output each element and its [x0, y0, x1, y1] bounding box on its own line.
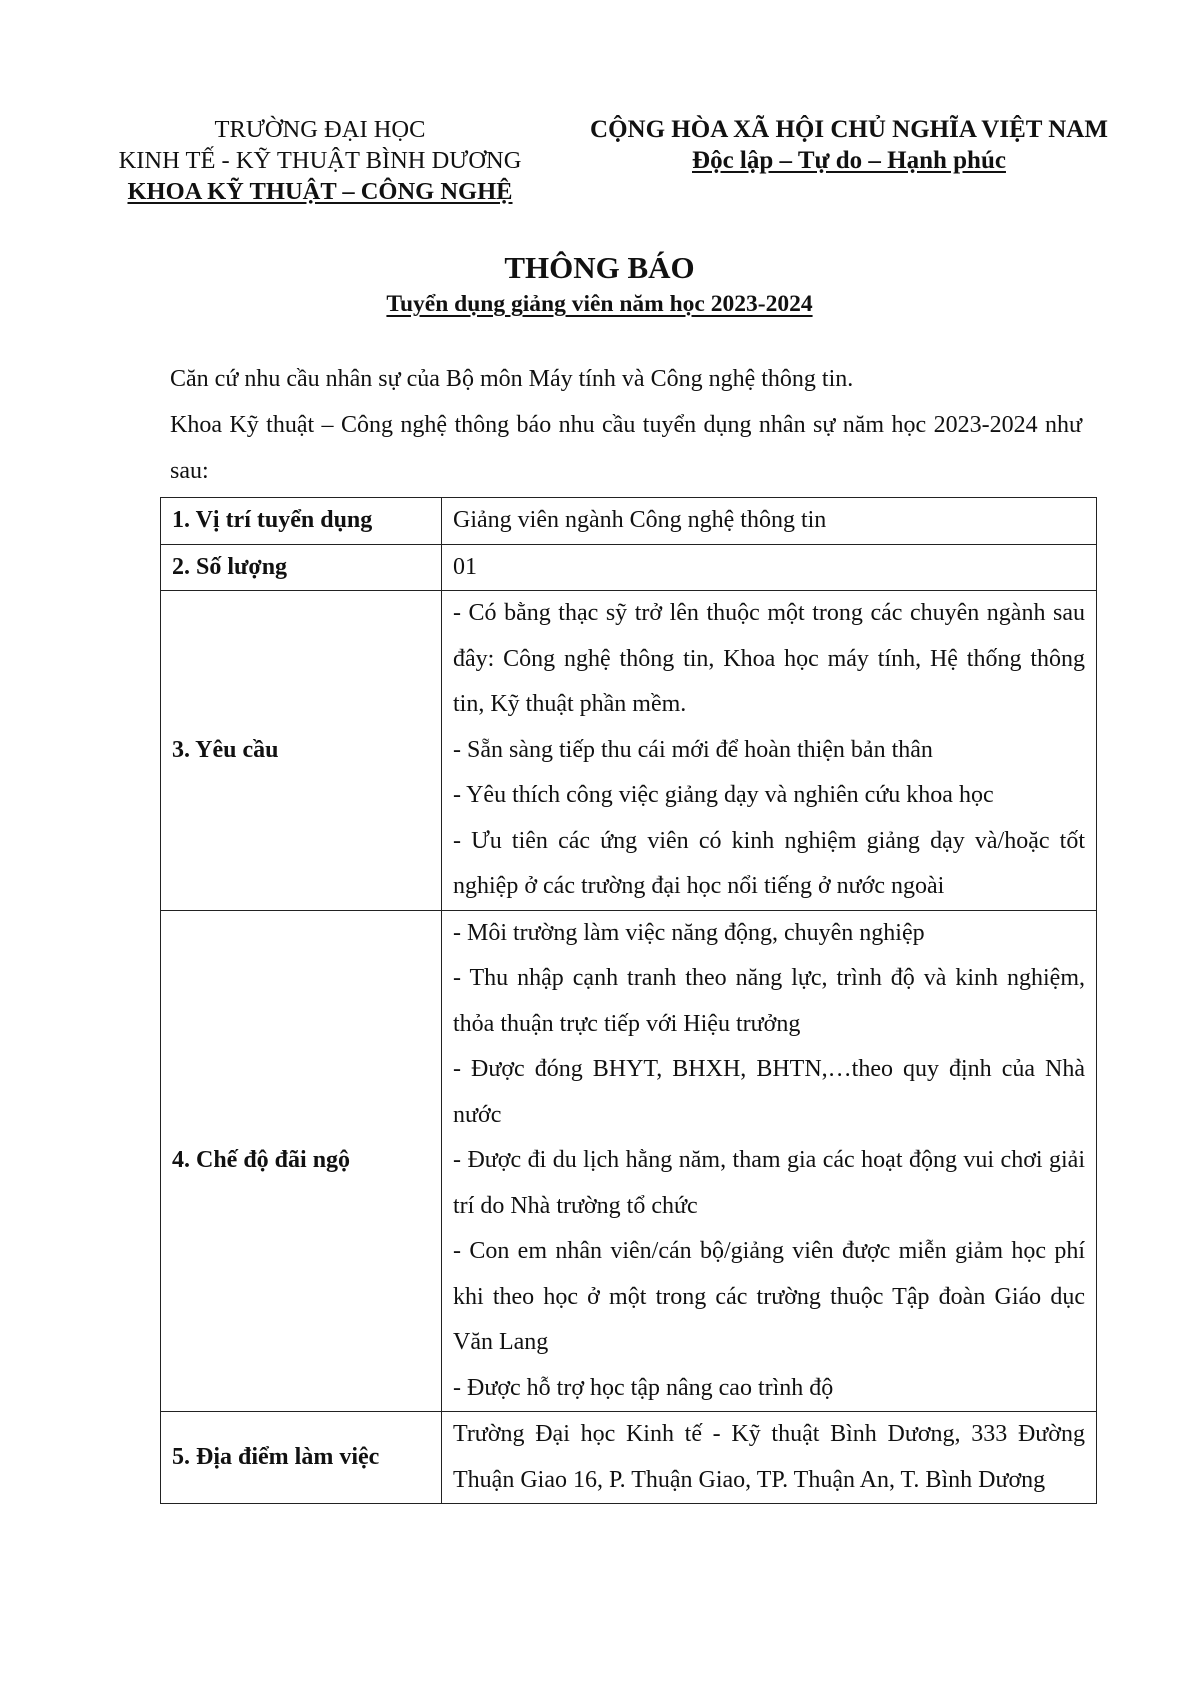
value-line: - Thu nhập cạnh tranh theo năng lực, trình độ và kinh nghiệm, thỏa thuận trực tiếp với Hiệu trưởng [453, 965, 1085, 1037]
value-line: - Con em nhân viên/cán bộ/giảng viên được miễn giảm học phí khi theo học ở một trong các trường thuộc Tập đoàn Giáo dục Văn Lang [453, 1238, 1085, 1355]
row-label: 2. Số lượng [161, 544, 442, 591]
table-row [161, 498, 1097, 545]
national-title: CỘNG HÒA XÃ HỘI CHỦ NGHĨA VIỆT NAM [590, 116, 1108, 143]
value-line: - Môi trường làm việc năng động, chuyên nghiệp [453, 919, 925, 946]
row-label: 3. Yêu cầu [161, 591, 442, 911]
value-line: - Có bằng thạc sỹ trở lên thuộc một trong các chuyên ngành sau đây: Công nghệ thông tin, Khoa học máy tính, Hệ thống thông tin, Kỹ thuật phần mềm. [453, 600, 1085, 717]
table-row [161, 591, 1097, 911]
value-line: - Được hỗ trợ học tập nâng cao trình độ [453, 1374, 834, 1401]
national-heading [568, 114, 1130, 176]
value-line: Trường Đại học Kinh tế - Kỹ thuật Bình Dương, 333 Đường Thuận Giao 16, P. Thuận Giao, TP. Thuận An, T. Bình Dương [453, 1421, 1085, 1493]
row-value [442, 498, 1097, 545]
recruitment-table [160, 497, 1097, 1504]
national-motto: Độc lập – Tự do – Hạnh phúc [692, 147, 1006, 174]
table-row [161, 1412, 1097, 1504]
value-line: - Ưu tiên các ứng viên có kinh nghiệm giảng dạy và/hoặc tốt nghiệp ở các trường đại học nổi tiếng ở nước ngoài [453, 827, 1085, 899]
row-label: 1. Vị trí tuyển dụng [161, 498, 442, 545]
value-line: 01 [453, 553, 477, 580]
row-label: 4. Chế độ đãi ngộ [161, 910, 442, 1412]
value-line: Giảng viên ngành Công nghệ thông tin [453, 507, 827, 533]
document-subtitle [0, 289, 1199, 319]
issuer-block [100, 114, 540, 207]
university-name-line2: KINH TẾ - KỸ THUẬT BÌNH DƯƠNG [118, 147, 522, 174]
intro-paragraph: Căn cứ nhu cầu nhân sự của Bộ môn Máy tính và Công nghệ thông tin. [170, 366, 854, 392]
row-value [442, 591, 1097, 911]
faculty-name: KHOA KỸ THUẬT – CÔNG NGHỆ [127, 178, 513, 205]
value-line: - Được đi du lịch hằng năm, tham gia các hoạt động vui chơi giải trí do Nhà trường tổ chức [453, 1147, 1085, 1219]
table-row [161, 544, 1097, 591]
value-line: - Yêu thích công việc giảng dạy và nghiên cứu khoa học [453, 782, 994, 808]
value-line: - Được đóng BHYT, BHXH, BHTN,…theo quy định của Nhà nước [453, 1056, 1085, 1128]
row-value [442, 1412, 1097, 1504]
subtitle-text: Tuyển dụng giảng viên năm học 2023-2024 [386, 291, 813, 317]
university-name-line1: TRƯỜNG ĐẠI HỌC [214, 116, 426, 143]
row-label: 5. Địa điểm làm việc [161, 1412, 442, 1504]
row-value [442, 544, 1097, 591]
row-value [442, 910, 1097, 1412]
document-title: THÔNG BÁO [504, 250, 695, 285]
value-line: - Sẵn sàng tiếp thu cái mới để hoàn thiện bản thân [453, 736, 933, 763]
table-row [161, 910, 1097, 1412]
intro-paragraph: Khoa Kỹ thuật – Công nghệ thông báo nhu cầu tuyển dụng nhân sự năm học 2023-2024 như sau: [170, 412, 1082, 484]
intro-paragraphs [170, 356, 1082, 494]
